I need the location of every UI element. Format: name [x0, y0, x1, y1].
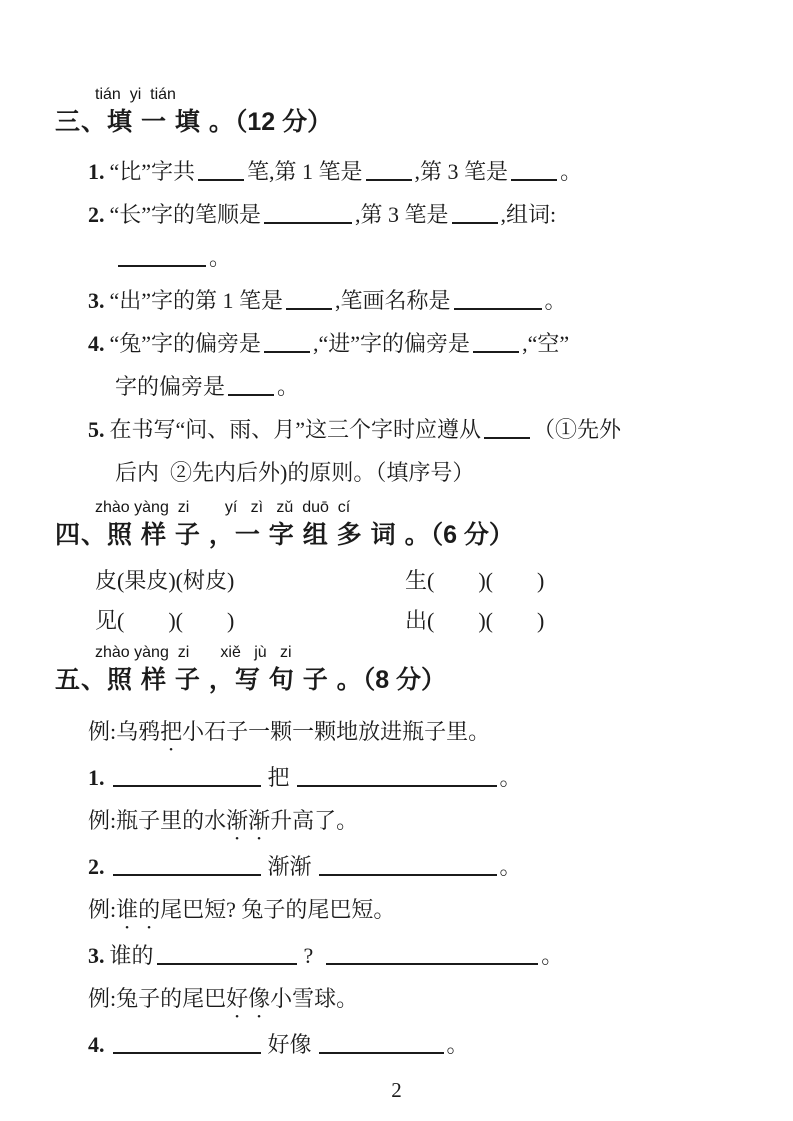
item-text: “兔”字的偏旁是: [109, 331, 262, 356]
item-text: 。: [544, 288, 567, 313]
q3-item-5-cont: [115, 451, 753, 494]
blank-underline: [511, 161, 557, 181]
section-4-title: [55, 518, 753, 552]
item-number: 2.: [88, 854, 105, 879]
q3-item-2: [88, 193, 753, 236]
blank-underline: [198, 161, 244, 181]
section-3-title: [55, 105, 753, 139]
item-number: 5.: [88, 417, 105, 442]
section-3: [55, 85, 753, 494]
blank-underline: [484, 419, 530, 439]
example-emphasis: 把: [160, 719, 183, 744]
word-fill-cell: 生( )( ): [405, 568, 545, 593]
section-5: [55, 643, 753, 1066]
item-text: 。: [499, 765, 522, 790]
q5-example-1: [88, 710, 753, 756]
item-number: 1.: [88, 765, 105, 790]
section-4: [55, 498, 753, 641]
word-fill-cell: 见( )( ): [95, 608, 235, 633]
item-number: 1.: [88, 159, 105, 184]
blank-underline: [286, 290, 332, 310]
example-text: 乌鸦: [116, 719, 161, 744]
item-number: 3.: [88, 288, 105, 313]
example-text: 兔子的尾巴: [116, 986, 227, 1011]
blank-underline: [319, 1034, 444, 1054]
blank-underline: [157, 945, 297, 965]
connector-word: 好像: [267, 1032, 312, 1057]
example-label: 例:: [88, 986, 117, 1011]
q5-line-1: [88, 756, 753, 799]
blank-underline: [366, 161, 412, 181]
item-text: 。: [560, 159, 583, 184]
example-text: 小雪球。: [270, 986, 359, 1011]
q3-item-4: [88, 322, 753, 365]
blank-underline: [326, 945, 538, 965]
blank-underline: [297, 767, 497, 787]
section-4-pinyin: zhào yàng zi yí zì zǔ duō cí: [95, 499, 351, 516]
q3-item-4-cont: [115, 365, 753, 408]
q3-item-3: [88, 279, 753, 322]
item-text: “长”字的笔顺是: [109, 202, 262, 227]
section-3-title-text: 三、填 一 填 。: [55, 108, 235, 136]
blank-underline: [454, 290, 542, 310]
item-text: ,“空”: [522, 331, 570, 356]
example-emphasis: 渐渐: [226, 808, 271, 833]
q3-item-2-cont: [115, 236, 753, 279]
item-number: 2.: [88, 202, 105, 227]
q5-example-4: [88, 977, 753, 1023]
example-text: 尾巴短? 兔子的尾巴短。: [160, 897, 396, 922]
item-text: “比”字共: [109, 159, 196, 184]
example-text: 升高了。: [270, 808, 359, 833]
q3-item-5: [88, 408, 753, 451]
page-number: 2: [391, 1078, 402, 1102]
item-text: ,笔画名称是: [335, 288, 451, 313]
blank-underline: [452, 204, 498, 224]
item-number: 4.: [88, 1032, 105, 1057]
example-label: 例:: [88, 719, 117, 744]
item-text: 。: [446, 1032, 469, 1057]
item-text: （①先外: [533, 417, 622, 442]
section-4-points: （6 分）: [430, 521, 514, 549]
item-number: 4.: [88, 331, 105, 356]
connector-word: 把: [267, 765, 290, 790]
item-text: 。: [541, 943, 564, 968]
blank-underline: [264, 333, 310, 353]
q5-line-2: [88, 845, 753, 888]
item-text: 。: [277, 374, 300, 399]
word-fill-cell: 出( )( ): [405, 608, 545, 633]
word-example-cell: 皮(果皮)(树皮): [95, 568, 235, 593]
item-number: 3.: [88, 943, 105, 968]
q3-item-1: [88, 150, 753, 193]
q4-row-2: [95, 601, 753, 641]
example-label: 例:: [88, 897, 117, 922]
blank-underline: [113, 767, 261, 787]
section-4-title-text: 四、照 样 子 ，一 字 组 多 词 。: [55, 521, 431, 549]
example-emphasis: 好像: [226, 986, 271, 1011]
blank-underline: [118, 247, 206, 267]
blank-underline: [228, 376, 274, 396]
q5-example-2: [88, 799, 753, 845]
item-text: 字的偏旁是: [115, 374, 226, 399]
item-text: 笔,第 1 笔是: [247, 159, 363, 184]
item-text: 。: [499, 854, 522, 879]
item-text: “出”字的第 1 笔是: [109, 288, 284, 313]
item-text: ,第 3 笔是: [414, 159, 509, 184]
section-5-title-text: 五、照 样 子 ，写 句 子 。: [55, 666, 363, 694]
blank-underline: [319, 856, 497, 876]
blank-underline: [113, 856, 261, 876]
example-text: 瓶子里的水: [116, 808, 227, 833]
connector-word: 渐渐: [267, 854, 312, 879]
q5-line-3: [88, 934, 753, 977]
section-3-pinyin: tián yi tián: [95, 86, 176, 103]
item-text: ,“进”字的偏旁是: [313, 331, 471, 356]
item-text: 谁的: [109, 943, 154, 968]
example-text: 小石子一颗一颗地放进瓶子里。: [182, 719, 491, 744]
section-5-points: （8 分）: [362, 666, 447, 694]
section-3-points: （12 分）: [234, 108, 333, 136]
blank-underline: [473, 333, 519, 353]
q4-row-1: [95, 561, 753, 601]
example-label: 例:: [88, 808, 117, 833]
example-emphasis: 谁的: [116, 897, 161, 922]
item-text: 在书写“问、雨、月”这三个字时应遵从: [109, 417, 482, 442]
item-text: 后内 ②先内后外)的原则。（填序号）: [115, 460, 475, 485]
question-mark: ?: [303, 943, 314, 968]
item-text: 。: [209, 245, 232, 270]
section-5-title: [55, 663, 753, 697]
q5-line-4: [88, 1023, 753, 1066]
blank-underline: [113, 1034, 261, 1054]
section-5-pinyin: zhào yàng zi xiě jù zi: [95, 644, 292, 661]
q5-example-3: [88, 888, 753, 934]
blank-underline: [264, 204, 352, 224]
item-text: ,组词:: [500, 202, 557, 227]
item-text: ,第 3 笔是: [355, 202, 449, 227]
